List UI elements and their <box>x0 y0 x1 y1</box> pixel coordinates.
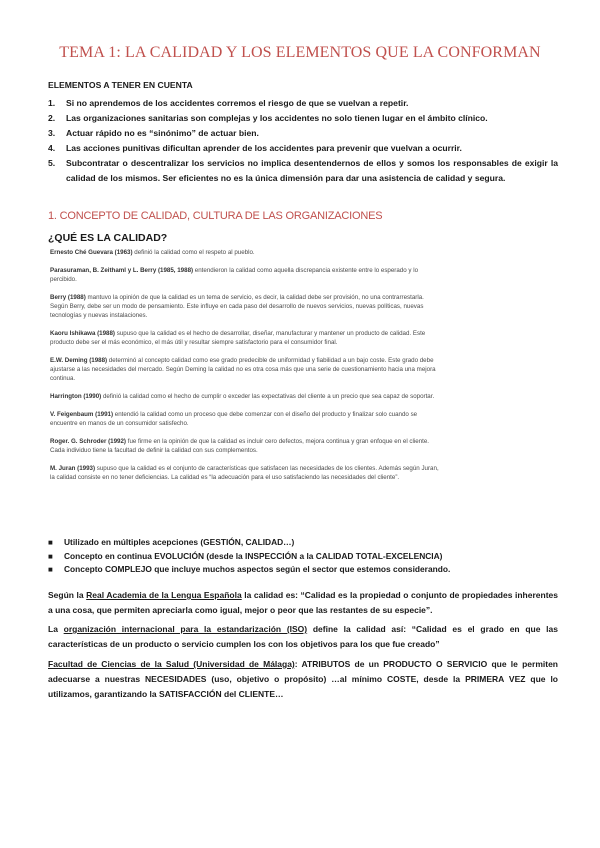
section-heading: 1. CONCEPTO DE CALIDAD, CULTURA DE LAS ORGANIZACIONES <box>48 210 383 222</box>
rae-definition: Según la Real Academia de la Lengua Española la calidad es: “Calidad es la propiedad o conjunto de propiedades inherentes a una cosa, que permiten apreciarla como igual, mejor o peor que las restantes de su especie”. <box>48 590 558 615</box>
list-item: 1. Si no aprendemos de los accidentes corremos el riesgo de que se vuelvan a repetir. <box>48 98 409 108</box>
iso-definition: La organización internacional para la estandarización (ISO) define la calidad así: “Calidad es el grado en que las características de un producto o servicio cumplen los con los objetivos para los que fue creado” <box>48 624 558 649</box>
definition-item: V. Feigenbaum (1991) entendió la calidad como un proceso que debe comenzar con el diseño del producto y finalizar solo cuando se encuentre en manos de un consumidor satisfecho. <box>50 411 418 427</box>
definition-item: M. Juran (1993) supuso que la calidad es el conjunto de características que satisfacen las necesidades de los clientes. Además según Juran, la calidad consiste en no tener deficiencias. La calidad es “la adecuación para el uso satisfaciendo las necesidades del cliente”. <box>50 465 439 481</box>
subsection-heading: ¿QUÉ ES LA CALIDAD? <box>48 232 168 244</box>
list-item: 2. Las organizaciones sanitarias son complejas y los accidentes no solo tienen lugar en el ámbito clínico. <box>48 113 488 123</box>
bullet-item: ■ Utilizado en múltiples acepciones (GESTIÓN, CALIDAD…) <box>48 536 548 550</box>
bullet-list <box>48 536 548 577</box>
definition-item: Harrington (1990) definió la calidad como el hecho de cumplir o exceder las expectativas del cliente a un precio que sea capaz de soportar. <box>50 393 435 400</box>
list-item: 5. Subcontratar o descentralizar los servicios no implica desentendernos de ellos y somos los responsables de exigir la calidad de los mismos. Ser eficientes no es la única dimensión para dar una asistencia de calidad y segura. <box>48 158 558 183</box>
bullet-icon: ■ <box>48 565 53 574</box>
definition-item: Kaoru Ishikawa (1988) supuso que la calidad es el hecho de desarrollar, diseñar, manufacturar y mantener un producto de calidad. Este producto debe ser el más económico, el más útil y resultar siempre satisfactorio para el consumidor final. <box>50 330 426 346</box>
malaga-definition: Facultad de Ciencias de la Salud (Universidad de Málaga): ATRIBUTOS de un PRODUCTO O SERVICIO que le permiten adecuarse a nuestras NECESIDADES (uso, objetivo o propósito) …al mínimo COSTE, desde la PRIMERA VEZ que lo utilizamos, garantizando la SATISFACCIÓN del CLIENTE… <box>48 659 559 699</box>
definitions-image <box>50 248 442 530</box>
elements-heading: ELEMENTOS A TENER EN CUENTA <box>48 80 193 90</box>
elements-list <box>48 96 558 186</box>
definition-item: Ernesto Ché Guevara (1963) definió la calidad como el respeto al pueblo. <box>50 249 255 256</box>
definition-item: Parasuraman, B. Zeithaml y L. Berry (1985, 1988) entendieron la calidad como aquella discrepancia existente entre lo esperado y lo percibido. <box>50 267 419 283</box>
bullet-icon: ■ <box>48 551 53 561</box>
bullet-item: ■ Concepto en continua EVOLUCIÓN (desde la INSPECCIÓN a la CALIDAD TOTAL-EXCELENCIA) <box>48 550 548 564</box>
definition-item: Berry (1988) mantuvo la opinión de que la calidad es un tema de servicio, es decir, la calidad debe ser provisión, no una contrarrestarla. Según Berry, debe ser un modo de pensamiento. Este influye en cada paso del desarrollo de nuevos servicios, nuevas políticas, nuevas tecnologías y nuevas instalaciones. <box>50 294 424 319</box>
definition-item: E.W. Deming (1988) determinó al concepto calidad como ese grado predecible de uniformidad y fiabilidad a un bajo coste. Este grado debe ajustarse a las necesidades del mercado. Según Deming la calidad no es otra cosa más que una serie de cuestionamiento hacia una mejora continua. <box>50 357 436 382</box>
page-title: TEMA 1: LA CALIDAD Y LOS ELEMENTOS QUE LA CONFORMAN <box>59 44 541 61</box>
list-item: 3. Actuar rápido no es “sinónimo” de actuar bien. <box>48 128 259 138</box>
bullet-item: ■ Concepto COMPLEJO que incluye muchos aspectos según el sector que estemos considerando. <box>48 563 548 577</box>
bullet-icon: ■ <box>48 538 53 547</box>
definition-item: Roger. G. Schroder (1992) fue firme en la opinión de que la calidad es incluir cero defectos, mejora continua y gran enfoque en el cliente. Cada individuo tiene la facultad de definir la calidad con sus complementos. <box>50 438 430 454</box>
list-item: 4. Las acciones punitivas dificultan aprender de los accidentes para prevenir que vuelvan a ocurrir. <box>48 143 462 153</box>
